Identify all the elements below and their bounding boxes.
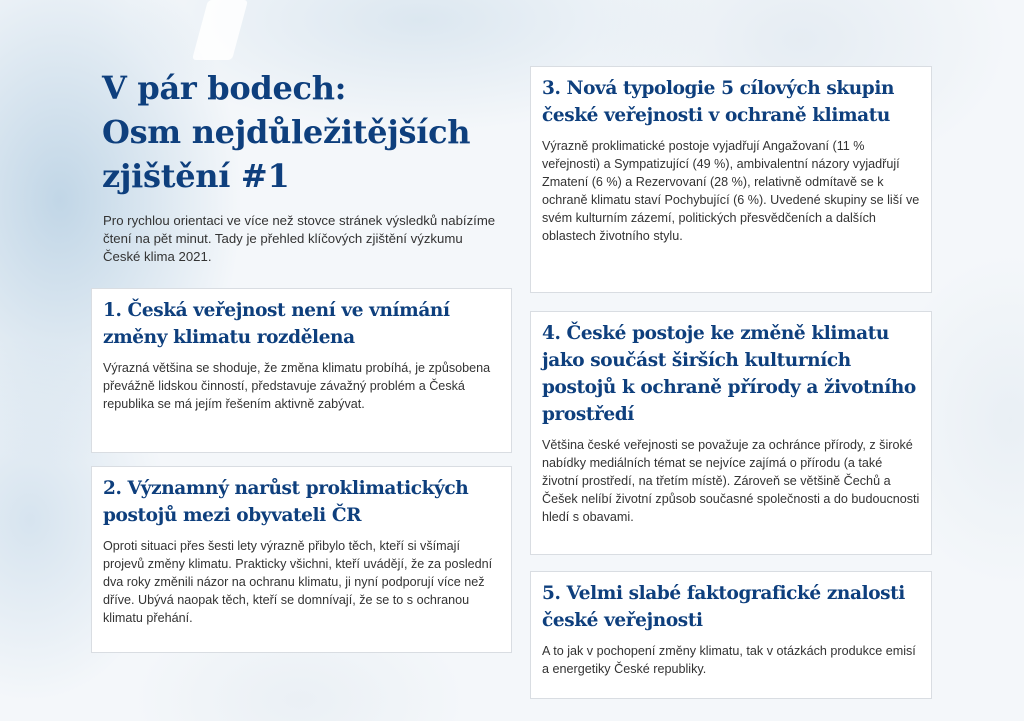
finding-card-1 <box>91 288 512 453</box>
background-brush-streak <box>192 0 248 60</box>
finding-text: Oproti situaci přes šesti lety výrazně přibylo těch, kteří si všímají projevů změny klimatu. Prakticky všichni, kteří uvádějí, že za poslední dva roky změnili názor na ochranu klimatu, ji nyní podporují více než dříve. Ubývá naopak těch, kteří se domnívají, že se to s ochranou klimatu přehání. <box>103 539 493 625</box>
finding-title: 5. Velmi slabé faktografické znalosti české veřejnosti <box>542 583 905 631</box>
page-title <box>102 66 470 198</box>
finding-card-4 <box>530 311 932 555</box>
page-title-line-2: Osm nejdůležitějších <box>102 113 471 151</box>
finding-text: Výrazně proklimatické postoje vyjadřují Angažovaní (11 % veřejnosti) a Sympatizující (49 %), ambivalentní názory vyjadřují Zmatení (6 %) a Rezervovaní (28 %), relativně odmítavě se k ochraně klimatu staví Pochybující (6 %). Uvedené skupiny se liší ve svém kulturním zázemí, politických přesvědčeních a dalších oblastech životního stylu. <box>542 139 920 243</box>
finding-text: Většina české veřejnosti se považuje za ochránce přírody, z široké nabídky mediálních témat se nejvíce zajímá o přírodu (a také životní prostředí, na třetím místě). Zároveň se většině Čechů a Češek nelíbí životní způsob současné společnosti a do budoucnosti hledí s obavami. <box>542 438 920 524</box>
finding-card-5 <box>530 571 932 699</box>
finding-text: Výrazná většina se shoduje, že změna klimatu probíhá, je způsobena převážně lidskou činností, představuje závažný problém a Česká republika se má jejím řešením aktivně zabývat. <box>103 361 491 411</box>
intro-paragraph: Pro rychlou orientaci ve více než stovce stránek výsledků nabízíme čtení na pět minut. Tady je přehled klíčových zjištění výzkumu České klima 2021. <box>103 213 496 264</box>
finding-text: A to jak v pochopení změny klimatu, tak v otázkách produkce emisí a energetiky České republiky. <box>542 644 916 676</box>
page-title-line-1: V pár bodech: <box>102 69 347 107</box>
finding-title: 2. Významný narůst proklimatických postojů mezi obyvateli ČR <box>103 478 469 526</box>
finding-title: 4. České postoje ke změně klimatu jako součást širších kulturních postojů k ochraně přírody a životního prostředí <box>542 323 916 425</box>
finding-card-2 <box>91 466 512 653</box>
finding-title: 1. Česká veřejnost není ve vnímání změny klimatu rozdělena <box>103 300 450 348</box>
page-title-line-3: zjištění #1 <box>102 157 290 195</box>
finding-title: 3. Nová typologie 5 cílových skupin české veřejnosti v ochraně klimatu <box>542 78 895 126</box>
finding-card-3 <box>530 66 932 293</box>
